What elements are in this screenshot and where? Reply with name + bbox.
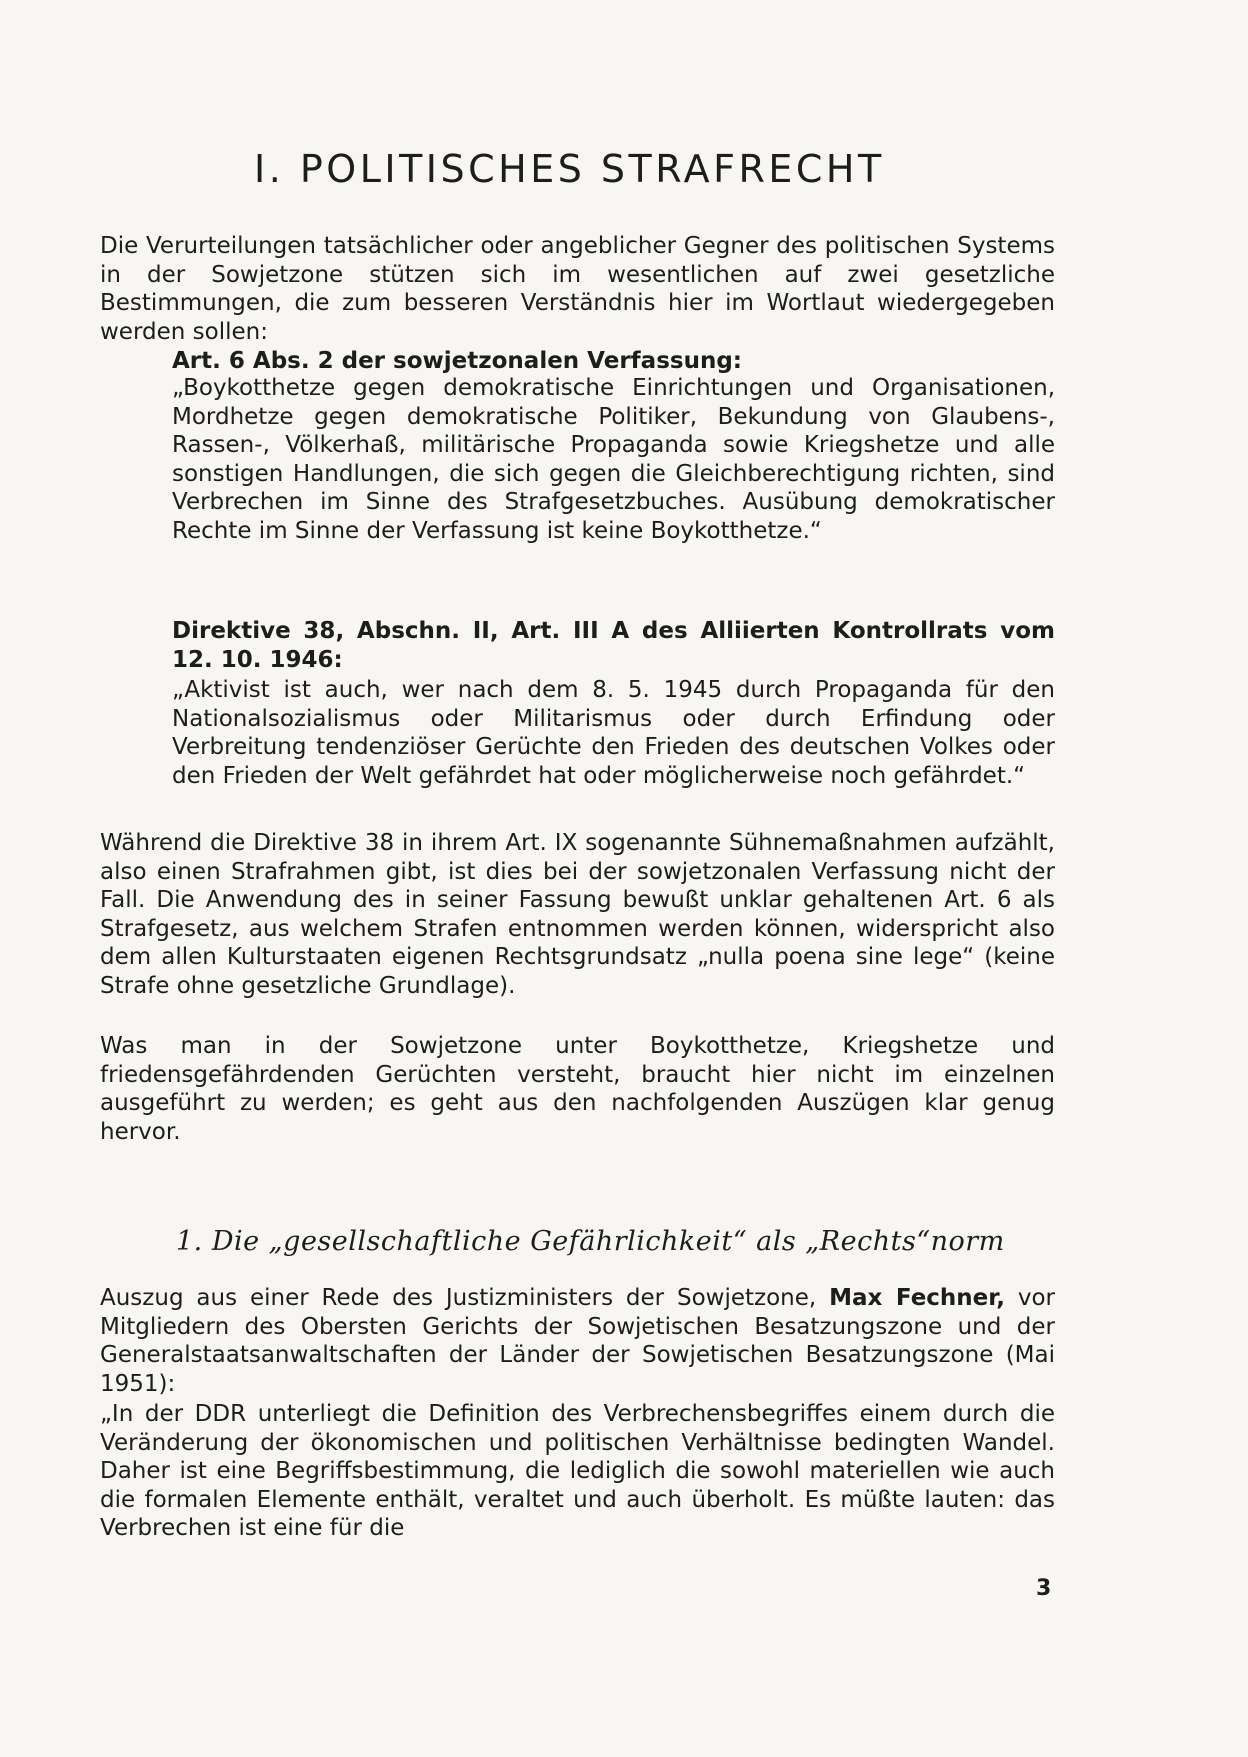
section-1-quote: „In der DDR unterliegt die Definition des Verbrechensbegriffes einem durch die Veränderung der ökonomischen und politischen Verhältnisse bedingten Wandel. Daher ist eine Begriffsbestimmung, die lediglich die sowohl materiellen wie auch die formalen Elemente enthält, veraltet und auch überholt. Es müßte lauten: das Verbrechen ist eine für die: [100, 1401, 1055, 1541]
page-number: 3: [1036, 1576, 1052, 1601]
intro-text-before: Auszug aus einer Rede des Justizministers der Sowjetzone,: [100, 1285, 830, 1311]
directive-quote: „Aktivist ist auch, wer nach dem 8. 5. 1945 durch Propaganda für den Nationalsozialismus oder Militarismus oder durch Erfindung oder Verbreitung tendenziöser Gerüchte den Frieden des deutschen Volkes oder den Frieden der Welt gefährdet hat oder möglicherweise noch gefährdet.“: [172, 677, 1055, 789]
intro-paragraph: Die Verurteilungen tatsächlicher oder angeblicher Gegner des politischen Systems in der Sowjetzone stützen sich im wesentlichen auf zwei gesetzliche Bestimmungen, die zum besseren Verständnis hier im Wortlaut wiedergegeben werden sollen:: [100, 233, 1055, 345]
section-1-intro: [100, 1284, 1055, 1398]
intro-text-after: vor Mitgliedern des Obersten Gerichts der Sowjetischen Besatzungszone und der Generalstaatsanwaltschaften der Länder der Sowjetischen Besatzungszone (Mai 1951):: [100, 1285, 1055, 1397]
chapter-title: I. POLITISCHES STRAFRECHT: [254, 147, 885, 191]
directive-heading: Direktive 38, Abschn. II, Art. III A des Alliierten Kontrollrats vom 12. 10. 1946:: [172, 618, 1055, 673]
paragraph-directive-vs-constitution: Während die Direktive 38 in ihrem Art. IX sogenannte Sühnemaßnahmen aufzählt, also einen Strafrahmen gibt, ist dies bei der sowjetzonalen Verfassung nicht der Fall. Die Anwendung des in seiner Fassung bewußt unklar gehaltenen Art. 6 als Strafgesetz, aus welchem Strafen entnommen werden können, widerspricht also dem allen Kulturstaaten eigenen Rechtsgrundsatz „nulla poena sine lege“ (keine Strafe ohne gesetzliche Grundlage).: [100, 830, 1055, 999]
speaker-name: Max Fechner,: [829, 1285, 1005, 1311]
art6-heading: Art. 6 Abs. 2 der sowjetzonalen Verfassung:: [172, 348, 742, 374]
paragraph-terms-explanation: Was man in der Sowjetzone unter Boykotthetze, Kriegshetze und friedensgefährdenden Gerüchten versteht, braucht hier nicht im einzelnen ausgeführt zu werden; es geht aus den nachfolgenden Auszügen klar genug hervor.: [100, 1033, 1055, 1145]
section-1-heading: 1. Die „gesellschaftliche Gefährlichkeit“ als „Rechts“norm: [176, 1226, 1005, 1257]
art6-quote: „Boykotthetze gegen demokratische Einrichtungen und Organisationen, Mordhetze gegen demokratische Politiker, Bekundung von Glaubens-, Rassen-, Völkerhaß, militärische Propaganda sowie Kriegshetze und alle sonstigen Handlungen, die sich gegen die Gleichberechtigung richten, sind Verbrechen im Sinne des Strafgesetzbuches. Ausübung demokratischer Rechte im Sinne der Verfassung ist keine Boykotthetze.“: [172, 375, 1055, 544]
